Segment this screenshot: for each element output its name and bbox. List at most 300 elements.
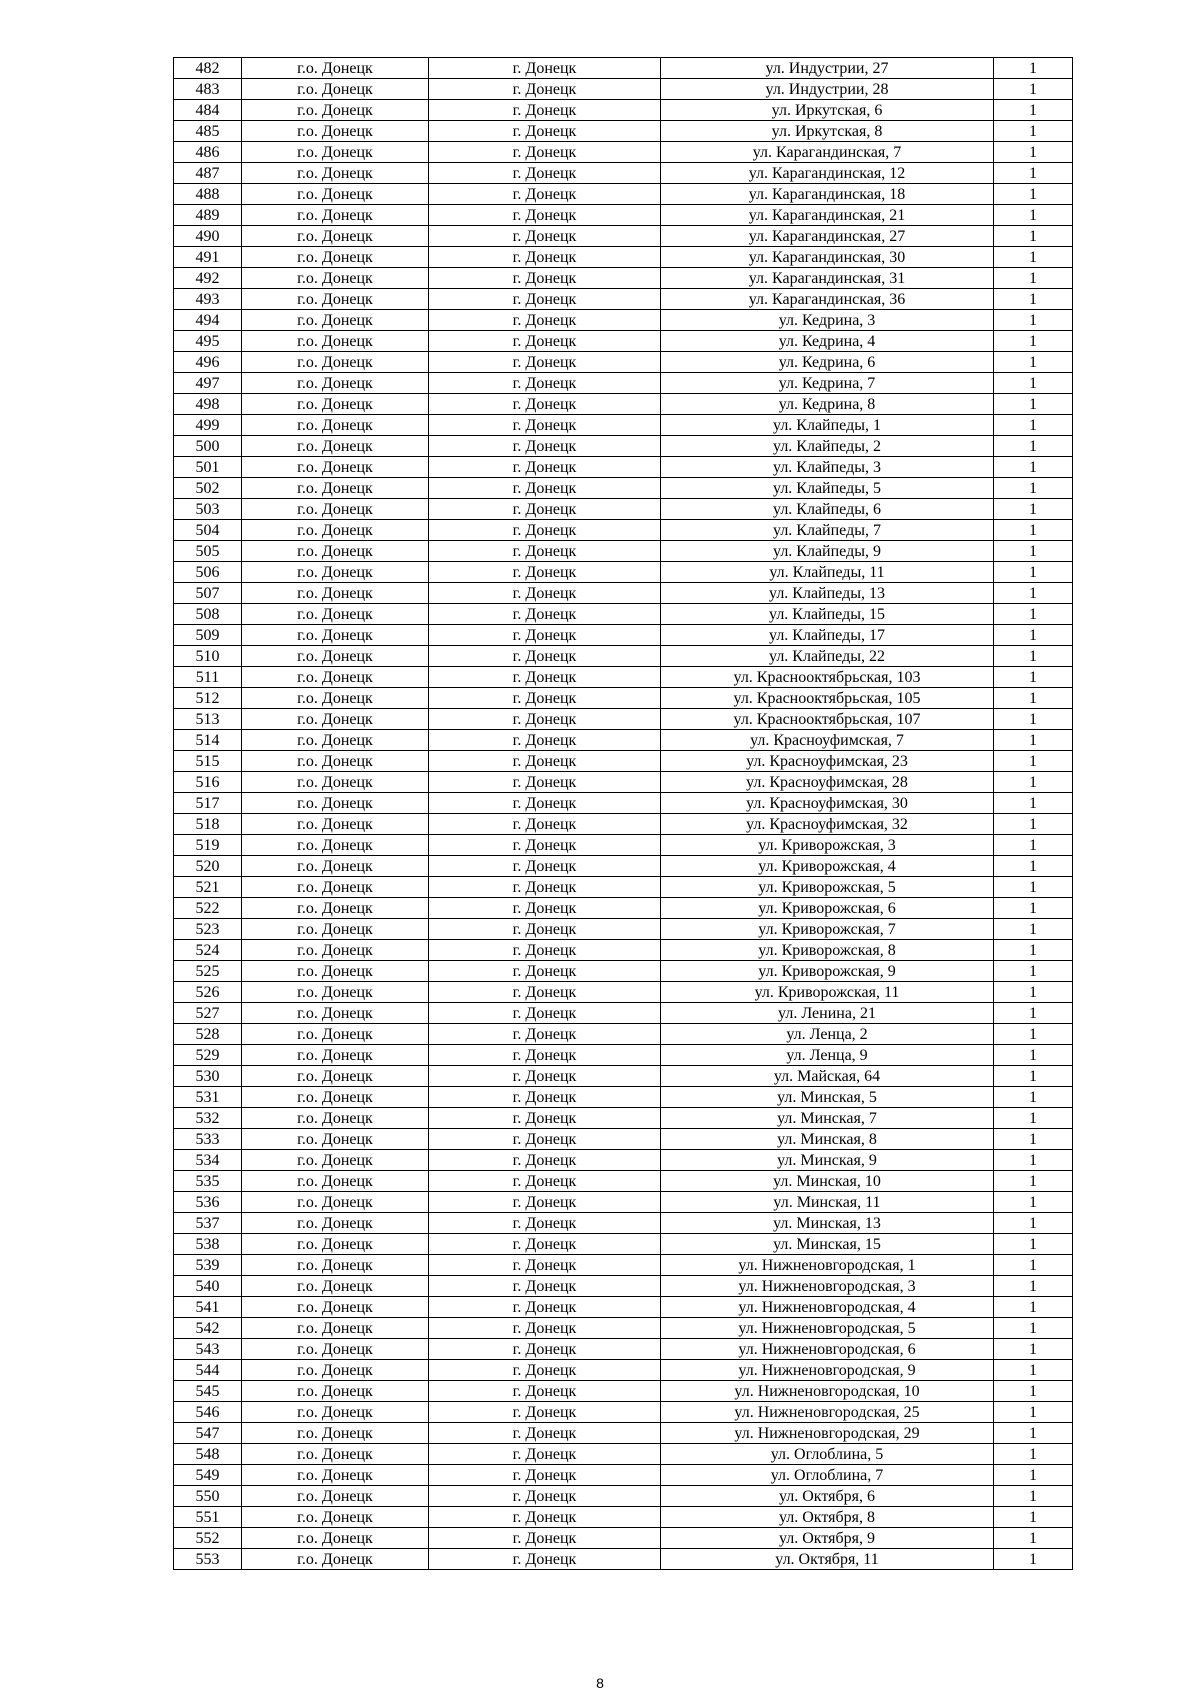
table-row [174,1024,1073,1045]
table-row [174,247,1073,268]
district-cell: г.о. Донецк [242,667,429,688]
city-cell: г. Донецк [429,310,661,331]
row-number-cell: 534 [174,1150,242,1171]
row-number-cell: 516 [174,772,242,793]
quantity-cell: 1 [994,1045,1073,1066]
quantity-cell: 1 [994,1465,1073,1486]
quantity-cell: 1 [994,751,1073,772]
quantity-cell: 1 [994,877,1073,898]
row-number-cell: 518 [174,814,242,835]
district-cell: г.о. Донецк [242,856,429,877]
quantity-cell: 1 [994,583,1073,604]
table-row [174,352,1073,373]
city-cell: г. Донецк [429,352,661,373]
quantity-cell: 1 [994,1528,1073,1549]
quantity-cell: 1 [994,478,1073,499]
row-number-cell: 553 [174,1549,242,1570]
quantity-cell: 1 [994,1486,1073,1507]
quantity-cell: 1 [994,1402,1073,1423]
address-cell: ул. Криворожская, 8 [661,940,994,961]
district-cell: г.о. Донецк [242,1465,429,1486]
table-row [174,625,1073,646]
table-row [174,1360,1073,1381]
address-cell: ул. Карагандинская, 18 [661,184,994,205]
city-cell: г. Донецк [429,772,661,793]
district-cell: г.о. Донецк [242,1234,429,1255]
row-number-cell: 525 [174,961,242,982]
quantity-cell: 1 [994,268,1073,289]
row-number-cell: 494 [174,310,242,331]
district-cell: г.о. Донецк [242,1024,429,1045]
quantity-cell: 1 [994,142,1073,163]
row-number-cell: 493 [174,289,242,310]
address-cell: ул. Нижненовгородская, 9 [661,1360,994,1381]
table-row [174,1507,1073,1528]
quantity-cell: 1 [994,1255,1073,1276]
table-row [174,793,1073,814]
table-row [174,100,1073,121]
table-row [174,646,1073,667]
city-cell: г. Донецк [429,1297,661,1318]
district-cell: г.о. Донецк [242,1528,429,1549]
row-number-cell: 484 [174,100,242,121]
address-cell: ул. Минская, 11 [661,1192,994,1213]
city-cell: г. Донецк [429,1066,661,1087]
quantity-cell: 1 [994,1192,1073,1213]
district-cell: г.о. Донецк [242,772,429,793]
address-cell: ул. Красноуфимская, 32 [661,814,994,835]
district-cell: г.о. Донецк [242,1444,429,1465]
city-cell: г. Донецк [429,562,661,583]
district-cell: г.о. Донецк [242,289,429,310]
quantity-cell: 1 [994,1150,1073,1171]
city-cell: г. Донецк [429,982,661,1003]
district-cell: г.о. Донецк [242,1339,429,1360]
row-number-cell: 508 [174,604,242,625]
district-cell: г.о. Донецк [242,436,429,457]
row-number-cell: 528 [174,1024,242,1045]
address-cell: ул. Индустрии, 28 [661,79,994,100]
district-cell: г.о. Донецк [242,751,429,772]
address-cell: ул. Краснооктябрьская, 107 [661,709,994,730]
quantity-cell: 1 [994,772,1073,793]
city-cell: г. Донецк [429,1318,661,1339]
quantity-cell: 1 [994,793,1073,814]
table-row [174,1150,1073,1171]
city-cell: г. Донецк [429,457,661,478]
address-cell: ул. Нижненовгородская, 4 [661,1297,994,1318]
quantity-cell: 1 [994,58,1073,79]
table-row [174,688,1073,709]
row-number-cell: 546 [174,1402,242,1423]
address-cell: ул. Минская, 10 [661,1171,994,1192]
row-number-cell: 514 [174,730,242,751]
city-cell: г. Донецк [429,1276,661,1297]
quantity-cell: 1 [994,1507,1073,1528]
quantity-cell: 1 [994,1318,1073,1339]
address-cell: ул. Минская, 8 [661,1129,994,1150]
city-cell: г. Донецк [429,373,661,394]
district-cell: г.о. Донецк [242,499,429,520]
district-cell: г.о. Донецк [242,184,429,205]
table-row [174,583,1073,604]
address-cell: ул. Криворожская, 6 [661,898,994,919]
address-cell: ул. Клайпеды, 13 [661,583,994,604]
row-number-cell: 542 [174,1318,242,1339]
city-cell: г. Донецк [429,730,661,751]
row-number-cell: 497 [174,373,242,394]
quantity-cell: 1 [994,1003,1073,1024]
table-row [174,961,1073,982]
table-row [174,289,1073,310]
district-cell: г.о. Донецк [242,1213,429,1234]
address-cell: ул. Октября, 8 [661,1507,994,1528]
table-row [174,163,1073,184]
district-cell: г.о. Донецк [242,1318,429,1339]
row-number-cell: 501 [174,457,242,478]
city-cell: г. Донецк [429,1381,661,1402]
city-cell: г. Донецк [429,1171,661,1192]
city-cell: г. Донецк [429,1150,661,1171]
table-row [174,1276,1073,1297]
table-row [174,331,1073,352]
city-cell: г. Донецк [429,646,661,667]
table-row [174,1465,1073,1486]
quantity-cell: 1 [994,604,1073,625]
district-cell: г.о. Донецк [242,457,429,478]
row-number-cell: 543 [174,1339,242,1360]
city-cell: г. Донецк [429,1465,661,1486]
row-number-cell: 545 [174,1381,242,1402]
quantity-cell: 1 [994,1171,1073,1192]
address-cell: ул. Клайпеды, 22 [661,646,994,667]
row-number-cell: 506 [174,562,242,583]
row-number-cell: 490 [174,226,242,247]
table-row [174,436,1073,457]
city-cell: г. Донецк [429,604,661,625]
address-table-body [174,58,1073,1570]
document-page [173,57,1072,1570]
table-row [174,1192,1073,1213]
district-cell: г.о. Донецк [242,163,429,184]
row-number-cell: 530 [174,1066,242,1087]
table-row [174,982,1073,1003]
table-row [174,1444,1073,1465]
city-cell: г. Донецк [429,688,661,709]
district-cell: г.о. Донецк [242,331,429,352]
quantity-cell: 1 [994,898,1073,919]
address-cell: ул. Краснооктябрьская, 103 [661,667,994,688]
city-cell: г. Донецк [429,814,661,835]
table-row [174,751,1073,772]
city-cell: г. Донецк [429,268,661,289]
row-number-cell: 502 [174,478,242,499]
row-number-cell: 519 [174,835,242,856]
row-number-cell: 550 [174,1486,242,1507]
district-cell: г.о. Донецк [242,877,429,898]
address-cell: ул. Нижненовгородская, 3 [661,1276,994,1297]
address-cell: ул. Кедрина, 6 [661,352,994,373]
table-row [174,79,1073,100]
row-number-cell: 507 [174,583,242,604]
district-cell: г.о. Донецк [242,1129,429,1150]
table-row [174,562,1073,583]
row-number-cell: 487 [174,163,242,184]
address-cell: ул. Клайпеды, 3 [661,457,994,478]
district-cell: г.о. Донецк [242,730,429,751]
table-row [174,856,1073,877]
city-cell: г. Донецк [429,499,661,520]
quantity-cell: 1 [994,1549,1073,1570]
city-cell: г. Донецк [429,709,661,730]
quantity-cell: 1 [994,436,1073,457]
district-cell: г.о. Донецк [242,1276,429,1297]
city-cell: г. Донецк [429,1528,661,1549]
quantity-cell: 1 [994,1339,1073,1360]
row-number-cell: 532 [174,1108,242,1129]
address-cell: ул. Клайпеды, 11 [661,562,994,583]
city-cell: г. Донецк [429,1087,661,1108]
address-cell: ул. Карагандинская, 21 [661,205,994,226]
table-row [174,1423,1073,1444]
district-cell: г.о. Донецк [242,268,429,289]
district-cell: г.о. Донецк [242,919,429,940]
row-number-cell: 483 [174,79,242,100]
row-number-cell: 499 [174,415,242,436]
district-cell: г.о. Донецк [242,1360,429,1381]
address-cell: ул. Клайпеды, 17 [661,625,994,646]
quantity-cell: 1 [994,1276,1073,1297]
city-cell: г. Донецк [429,58,661,79]
table-row [174,121,1073,142]
address-cell: ул. Красноуфимская, 28 [661,772,994,793]
table-row [174,1108,1073,1129]
district-cell: г.о. Донецк [242,961,429,982]
row-number-cell: 527 [174,1003,242,1024]
quantity-cell: 1 [994,373,1073,394]
city-cell: г. Донецк [429,919,661,940]
table-row [174,1402,1073,1423]
district-cell: г.о. Донецк [242,58,429,79]
row-number-cell: 504 [174,520,242,541]
quantity-cell: 1 [994,121,1073,142]
address-cell: ул. Нижненовгородская, 6 [661,1339,994,1360]
table-row [174,919,1073,940]
row-number-cell: 485 [174,121,242,142]
address-cell: ул. Криворожская, 3 [661,835,994,856]
district-cell: г.о. Донецк [242,1381,429,1402]
row-number-cell: 531 [174,1087,242,1108]
city-cell: г. Донецк [429,583,661,604]
row-number-cell: 482 [174,58,242,79]
table-row [174,709,1073,730]
city-cell: г. Донецк [429,1486,661,1507]
table-row [174,184,1073,205]
quantity-cell: 1 [994,499,1073,520]
city-cell: г. Донецк [429,331,661,352]
table-row [174,478,1073,499]
address-cell: ул. Минская, 15 [661,1234,994,1255]
address-cell: ул. Майская, 64 [661,1066,994,1087]
address-cell: ул. Криворожская, 11 [661,982,994,1003]
address-cell: ул. Красноуфимская, 30 [661,793,994,814]
address-cell: ул. Минская, 9 [661,1150,994,1171]
district-cell: г.о. Донецк [242,541,429,562]
table-row [174,541,1073,562]
city-cell: г. Донецк [429,1255,661,1276]
city-cell: г. Донецк [429,625,661,646]
quantity-cell: 1 [994,961,1073,982]
district-cell: г.о. Донецк [242,562,429,583]
quantity-cell: 1 [994,1297,1073,1318]
city-cell: г. Донецк [429,667,661,688]
table-row [174,457,1073,478]
city-cell: г. Донецк [429,520,661,541]
quantity-cell: 1 [994,163,1073,184]
address-cell: ул. Клайпеды, 5 [661,478,994,499]
row-number-cell: 517 [174,793,242,814]
district-cell: г.о. Донецк [242,373,429,394]
table-row [174,499,1073,520]
table-row [174,1066,1073,1087]
city-cell: г. Донецк [429,184,661,205]
city-cell: г. Донецк [429,163,661,184]
row-number-cell: 495 [174,331,242,352]
table-row [174,205,1073,226]
quantity-cell: 1 [994,1108,1073,1129]
row-number-cell: 520 [174,856,242,877]
district-cell: г.о. Донецк [242,142,429,163]
quantity-cell: 1 [994,667,1073,688]
district-cell: г.о. Донецк [242,1192,429,1213]
quantity-cell: 1 [994,1024,1073,1045]
address-cell: ул. Минская, 13 [661,1213,994,1234]
city-cell: г. Донецк [429,1108,661,1129]
address-cell: ул. Клайпеды, 15 [661,604,994,625]
quantity-cell: 1 [994,1234,1073,1255]
city-cell: г. Донецк [429,940,661,961]
city-cell: г. Донецк [429,436,661,457]
city-cell: г. Донецк [429,1234,661,1255]
quantity-cell: 1 [994,415,1073,436]
quantity-cell: 1 [994,982,1073,1003]
table-row [174,604,1073,625]
address-cell: ул. Нижненовгородская, 5 [661,1318,994,1339]
city-cell: г. Донецк [429,1192,661,1213]
address-cell: ул. Оглоблина, 5 [661,1444,994,1465]
address-cell: ул. Клайпеды, 9 [661,541,994,562]
district-cell: г.о. Донецк [242,79,429,100]
address-cell: ул. Красноуфимская, 7 [661,730,994,751]
city-cell: г. Донецк [429,142,661,163]
table-row [174,58,1073,79]
district-cell: г.о. Донецк [242,1402,429,1423]
page-number: 8 [596,1675,604,1691]
quantity-cell: 1 [994,100,1073,121]
district-cell: г.о. Донецк [242,415,429,436]
table-row [174,1213,1073,1234]
address-cell: ул. Ленца, 2 [661,1024,994,1045]
address-cell: ул. Клайпеды, 7 [661,520,994,541]
quantity-cell: 1 [994,1066,1073,1087]
district-cell: г.о. Донецк [242,1108,429,1129]
district-cell: г.о. Донецк [242,982,429,1003]
district-cell: г.о. Донецк [242,1255,429,1276]
row-number-cell: 540 [174,1276,242,1297]
district-cell: г.о. Донецк [242,1549,429,1570]
row-number-cell: 486 [174,142,242,163]
quantity-cell: 1 [994,247,1073,268]
table-row [174,1045,1073,1066]
district-cell: г.о. Донецк [242,1507,429,1528]
table-row [174,226,1073,247]
row-number-cell: 489 [174,205,242,226]
address-cell: ул. Октября, 11 [661,1549,994,1570]
table-row [174,667,1073,688]
row-number-cell: 513 [174,709,242,730]
address-cell: ул. Нижненовгородская, 10 [661,1381,994,1402]
address-cell: ул. Кедрина, 7 [661,373,994,394]
table-row [174,772,1073,793]
city-cell: г. Донецк [429,1129,661,1150]
quantity-cell: 1 [994,310,1073,331]
address-cell: ул. Криворожская, 5 [661,877,994,898]
table-row [174,415,1073,436]
address-cell: ул. Иркутская, 8 [661,121,994,142]
quantity-cell: 1 [994,562,1073,583]
row-number-cell: 535 [174,1171,242,1192]
quantity-cell: 1 [994,940,1073,961]
district-cell: г.о. Донецк [242,1045,429,1066]
address-cell: ул. Криворожская, 4 [661,856,994,877]
district-cell: г.о. Донецк [242,646,429,667]
row-number-cell: 522 [174,898,242,919]
row-number-cell: 537 [174,1213,242,1234]
table-row [174,142,1073,163]
city-cell: г. Донецк [429,1360,661,1381]
row-number-cell: 552 [174,1528,242,1549]
address-cell: ул. Индустрии, 27 [661,58,994,79]
address-cell: ул. Минская, 7 [661,1108,994,1129]
table-row [174,1087,1073,1108]
district-cell: г.о. Донецк [242,478,429,499]
table-row [174,1381,1073,1402]
table-row [174,877,1073,898]
table-row [174,1129,1073,1150]
row-number-cell: 496 [174,352,242,373]
district-cell: г.о. Донецк [242,583,429,604]
quantity-cell: 1 [994,730,1073,751]
quantity-cell: 1 [994,394,1073,415]
city-cell: г. Донецк [429,394,661,415]
district-cell: г.о. Донецк [242,226,429,247]
address-cell: ул. Красноуфимская, 23 [661,751,994,772]
address-cell: ул. Карагандинская, 7 [661,142,994,163]
city-cell: г. Донецк [429,289,661,310]
row-number-cell: 526 [174,982,242,1003]
address-cell: ул. Ленца, 9 [661,1045,994,1066]
district-cell: г.о. Донецк [242,814,429,835]
table-row [174,1339,1073,1360]
quantity-cell: 1 [994,646,1073,667]
district-cell: г.о. Донецк [242,1066,429,1087]
quantity-cell: 1 [994,856,1073,877]
table-row [174,1171,1073,1192]
quantity-cell: 1 [994,1444,1073,1465]
table-row [174,394,1073,415]
quantity-cell: 1 [994,226,1073,247]
quantity-cell: 1 [994,835,1073,856]
